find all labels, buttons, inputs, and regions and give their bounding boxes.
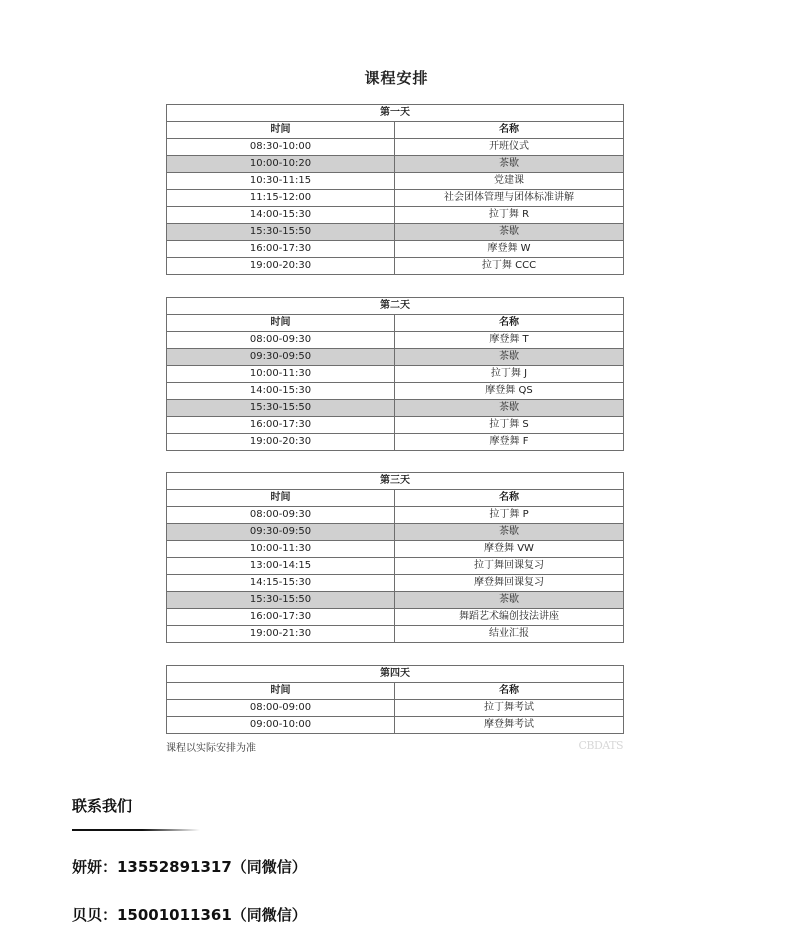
column-header-name: 名称: [395, 683, 624, 700]
session-time: 10:00-11:30: [167, 541, 395, 558]
day-header-row: [167, 473, 624, 490]
schedule-table-day-1: [166, 104, 624, 275]
session-name: 摩登舞 W: [395, 241, 624, 258]
contact-heading: 联系我们: [72, 797, 133, 815]
session-name: 茶歇: [395, 156, 624, 173]
table-row: [167, 626, 624, 643]
session-name: 摩登舞 QS: [395, 383, 624, 400]
session-name: 摩登舞 F: [395, 434, 624, 451]
session-time: 15:30-15:50: [167, 400, 395, 417]
session-name: 开班仪式: [395, 139, 624, 156]
column-header-row: [167, 490, 624, 507]
day-title: 第一天: [167, 105, 624, 122]
day-header-row: [167, 298, 624, 315]
session-name: 结业汇报: [395, 626, 624, 643]
session-time: 16:00-17:30: [167, 609, 395, 626]
session-time: 08:00-09:30: [167, 507, 395, 524]
session-time: 16:00-17:30: [167, 417, 395, 434]
session-name: 茶歇: [395, 592, 624, 609]
table-row: [167, 609, 624, 626]
contact-entry: 妍妍：13552891317（同微信）: [72, 858, 307, 876]
session-name: 拉丁舞回课复习: [395, 558, 624, 575]
session-name: 拉丁舞 P: [395, 507, 624, 524]
table-row: [167, 190, 624, 207]
tea-break-row: [167, 349, 624, 366]
page-title: 课程安排: [364, 69, 429, 87]
schedule-footnote: 课程以实际安排为准: [166, 743, 256, 754]
session-time: 19:00-21:30: [167, 626, 395, 643]
schedule-table-day-2: [166, 297, 624, 451]
session-time: 16:00-17:30: [167, 241, 395, 258]
tea-break-row: [167, 592, 624, 609]
table-row: [167, 417, 624, 434]
day-title: 第二天: [167, 298, 624, 315]
session-time: 14:00-15:30: [167, 383, 395, 400]
column-header-time: 时间: [167, 315, 395, 332]
table-row: [167, 173, 624, 190]
column-header-name: 名称: [395, 122, 624, 139]
tea-break-row: [167, 524, 624, 541]
session-name: 拉丁舞 CCC: [395, 258, 624, 275]
table-row: [167, 717, 624, 734]
tea-break-row: [167, 156, 624, 173]
session-time: 19:00-20:30: [167, 434, 395, 451]
tea-break-row: [167, 400, 624, 417]
session-name: 茶歇: [395, 524, 624, 541]
watermark-logo: CBDATS: [578, 739, 623, 752]
schedule-table-day-3: [166, 472, 624, 643]
table-row: [167, 434, 624, 451]
session-time: 13:00-14:15: [167, 558, 395, 575]
session-name: 拉丁舞考试: [395, 700, 624, 717]
session-name: 党建课: [395, 173, 624, 190]
column-header-time: 时间: [167, 490, 395, 507]
session-time: 09:30-09:50: [167, 349, 395, 366]
contact-entry: 贝贝：15001011361（同微信）: [72, 906, 307, 924]
table-row: [167, 558, 624, 575]
session-name: 舞蹈艺术编创技法讲座: [395, 609, 624, 626]
table-row: [167, 700, 624, 717]
column-header-row: [167, 122, 624, 139]
session-time: 14:15-15:30: [167, 575, 395, 592]
column-header-time: 时间: [167, 683, 395, 700]
schedule-table-day-4: [166, 665, 624, 734]
session-time: 10:00-11:30: [167, 366, 395, 383]
session-time: 19:00-20:30: [167, 258, 395, 275]
session-name: 拉丁舞 J: [395, 366, 624, 383]
session-time: 10:30-11:15: [167, 173, 395, 190]
session-name: 茶歇: [395, 349, 624, 366]
session-time: 09:30-09:50: [167, 524, 395, 541]
session-time: 08:00-09:00: [167, 700, 395, 717]
contact-divider: [72, 829, 200, 831]
table-row: [167, 366, 624, 383]
table-row: [167, 541, 624, 558]
day-header-row: [167, 666, 624, 683]
table-row: [167, 241, 624, 258]
session-name: 拉丁舞 R: [395, 207, 624, 224]
day-header-row: [167, 105, 624, 122]
session-time: 08:00-09:30: [167, 332, 395, 349]
session-name: 茶歇: [395, 224, 624, 241]
session-name: 社会团体管理与团体标准讲解: [395, 190, 624, 207]
table-row: [167, 332, 624, 349]
column-header-time: 时间: [167, 122, 395, 139]
table-row: [167, 507, 624, 524]
session-time: 10:00-10:20: [167, 156, 395, 173]
table-row: [167, 575, 624, 592]
column-header-name: 名称: [395, 315, 624, 332]
session-time: 08:30-10:00: [167, 139, 395, 156]
session-time: 11:15-12:00: [167, 190, 395, 207]
session-name: 摩登舞回课复习: [395, 575, 624, 592]
table-row: [167, 258, 624, 275]
session-name: 摩登舞考试: [395, 717, 624, 734]
session-name: 拉丁舞 S: [395, 417, 624, 434]
session-time: 14:00-15:30: [167, 207, 395, 224]
tea-break-row: [167, 224, 624, 241]
day-title: 第四天: [167, 666, 624, 683]
day-title: 第三天: [167, 473, 624, 490]
table-row: [167, 383, 624, 400]
column-header-row: [167, 315, 624, 332]
table-row: [167, 139, 624, 156]
session-name: 摩登舞 T: [395, 332, 624, 349]
session-time: 09:00-10:00: [167, 717, 395, 734]
column-header-row: [167, 683, 624, 700]
session-time: 15:30-15:50: [167, 592, 395, 609]
session-time: 15:30-15:50: [167, 224, 395, 241]
table-row: [167, 207, 624, 224]
session-name: 摩登舞 VW: [395, 541, 624, 558]
session-name: 茶歇: [395, 400, 624, 417]
column-header-name: 名称: [395, 490, 624, 507]
